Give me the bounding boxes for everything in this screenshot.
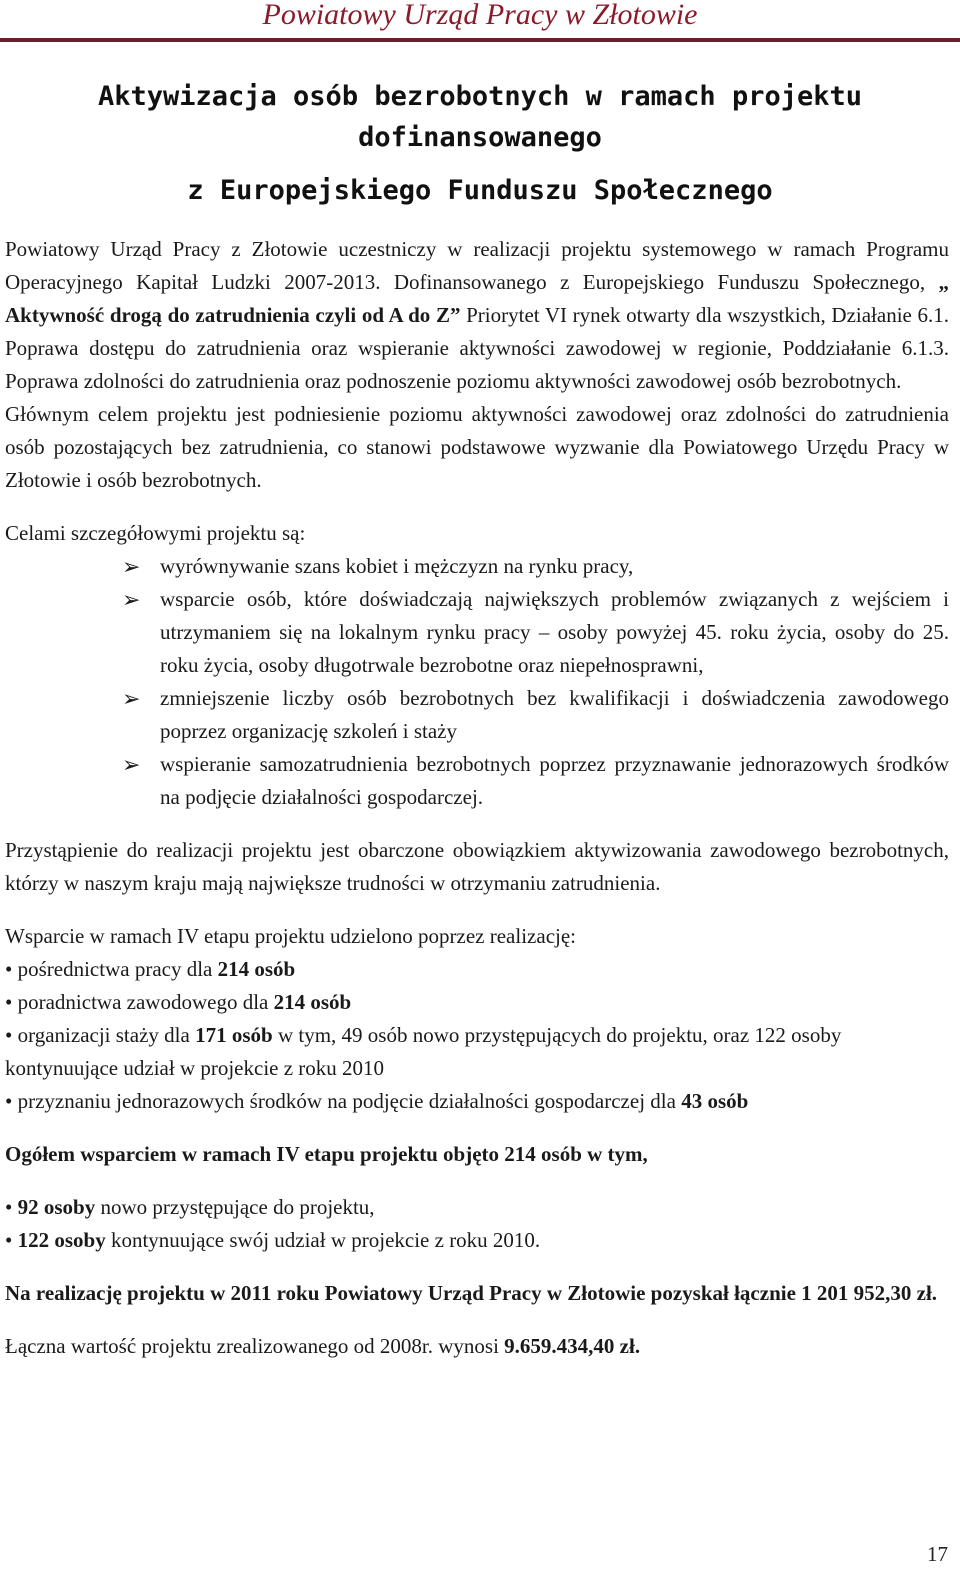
bullet-icon: • xyxy=(5,957,13,981)
spacer xyxy=(5,900,949,920)
intro-text-c: Priorytet VI rynek otwarty dla wszystkich, Działanie 6.1. Poprawa dostępu do zatrudnienia oraz wspieranie aktywności zawodowej w regionie, Poddziałanie 6.1.3. Poprawa zdolności do zatrudnienia oraz podnoszenie poziomu aktywności zawodowej osób bezrobotnych. xyxy=(5,303,949,393)
funding-paragraph xyxy=(5,1277,949,1310)
support-item-text: pośrednictwa pracy dla xyxy=(12,957,218,981)
support-item xyxy=(5,986,949,1019)
intro-text-a: Powiatowy Urząd Pracy z Złotowie uczestniczy w realizacji projektu systemowego w ramach Programu Operacyjnego Kapitał Ludzki 2007-2013. Dofinansowanego z Europejskiego Funduszu Społecznego, xyxy=(5,237,949,294)
total-value-text: Łączna wartość projektu zrealizowanego od 2008r. wynosi xyxy=(5,1334,505,1358)
goal-item xyxy=(5,550,949,583)
goals-heading: Celami szczegółowymi projektu są: xyxy=(5,521,306,545)
support-item-text: przyznaniu jednorazowych środków na podjęcie działalności gospodarczej dla xyxy=(12,1089,682,1113)
goal-item-text: wsparcie osób, które doświadczają największych problemów związanych z wejściem i utrzymaniem się na lokalnym rynku pracy – osoby powyżej 45. roku życia, osoby do 25. roku życia, osoby długotrwale bezrobotne oraz niepełnosprawni, xyxy=(160,587,949,677)
goal-item-text: wspieranie samozatrudnienia bezrobotnych poprzez przyznawanie jednorazowych środków na podjęcie działalności gospodarczej. xyxy=(160,752,949,809)
bullet-icon: • xyxy=(5,1228,13,1252)
arrow-bullet-icon: ➢ xyxy=(122,554,141,579)
title-line-2: dofinansowanego xyxy=(358,122,602,153)
spacer xyxy=(5,497,949,517)
summary-item xyxy=(5,1191,949,1224)
header-title: Powiatowy Urząd Pracy w Złotowie xyxy=(262,0,698,31)
support-item-count: 171 osób xyxy=(195,1023,273,1047)
page-title xyxy=(0,76,960,211)
support-item xyxy=(5,1085,949,1118)
spacer xyxy=(5,1310,949,1330)
goal-item xyxy=(5,748,949,814)
support-item-count: 214 osób xyxy=(273,990,352,1014)
project-name: „ Aktywność drogą do zatrudnienia czyli od A do Z” xyxy=(5,270,949,327)
title-line-1: Aktywizacja osób bezrobotnych w ramach projektu xyxy=(97,81,862,112)
spacer xyxy=(5,1171,949,1191)
support-item-count: 43 osób xyxy=(681,1089,749,1113)
summary-item-count: 92 osoby xyxy=(12,1195,96,1219)
summary-item xyxy=(5,1224,949,1257)
main-goal-paragraph: Głównym celem projektu jest podniesienie poziomu aktywności zawodowej oraz zdolności do zatrudnienia osób pozostających bez zatrudnienia, co stanowi podstawowe wyzwanie dla Powiatowego Urzędu Pracy w Złotowie i osób bezrobotnych. xyxy=(5,402,949,492)
bullet-icon: • xyxy=(5,1195,13,1219)
arrow-bullet-icon: ➢ xyxy=(122,686,141,711)
page-header xyxy=(0,0,960,44)
goal-item-text: zmniejszenie liczby osób bezrobotnych bez kwalifikacji i doświadczenia zawodowego poprzez organizację szkoleń i staży xyxy=(160,686,949,743)
total-value-paragraph xyxy=(5,1330,949,1363)
intro-paragraph xyxy=(5,233,949,398)
spacer xyxy=(5,814,949,834)
document-body xyxy=(5,233,949,1363)
support-item-text: poradnictwa zawodowego dla xyxy=(12,990,274,1014)
bullet-icon: • xyxy=(5,1089,13,1113)
support-item xyxy=(5,953,949,986)
summary-item-text: kontynuujące swój udział w projekcie z roku 2010. xyxy=(105,1228,541,1252)
goal-item-text: wyrównywanie szans kobiet i mężczyzn na rynku pracy, xyxy=(160,554,634,578)
summary-item-text: nowo przystępujące do projektu, xyxy=(95,1195,375,1219)
spacer xyxy=(5,1118,949,1138)
summary-item-count: 122 osoby xyxy=(12,1228,106,1252)
support-item-text: organizacji staży dla xyxy=(12,1023,196,1047)
goal-item xyxy=(5,682,949,748)
spacer xyxy=(5,1257,949,1277)
summary-heading-text: Ogółem wsparciem w ramach IV etapu projektu objęto 214 osób w tym, xyxy=(5,1142,648,1166)
bullet-icon: • xyxy=(5,990,13,1014)
goals-list xyxy=(5,550,949,814)
title-line-3: z Europejskiego Funduszu Społecznego xyxy=(187,175,773,206)
total-value-amount: 9.659.434,40 zł. xyxy=(504,1334,641,1358)
bullet-icon: • xyxy=(5,1023,13,1047)
goal-item xyxy=(5,583,949,682)
arrow-bullet-icon: ➢ xyxy=(122,587,141,612)
funding-text: Na realizację projektu w 2011 roku Powiatowy Urząd Pracy w Złotowie pozyskał łącznie 1 201 952,30 zł. xyxy=(5,1281,938,1305)
obligation-paragraph: Przystąpienie do realizacji projektu jest obarczone obowiązkiem aktywizowania zawodowego bezrobotnych, którzy w naszym kraju mają największe trudności w otrzymaniu zatrudnienia. xyxy=(5,838,949,895)
summary-heading xyxy=(5,1138,949,1171)
support-item-text: w tym, 49 osób nowo przystępujących do projektu, oraz 122 osoby kontynuujące udział w projekcie z roku 2010 xyxy=(5,1023,842,1080)
header-divider xyxy=(0,38,960,42)
support-item-count: 214 osób xyxy=(217,957,296,981)
arrow-bullet-icon: ➢ xyxy=(122,752,141,777)
page-number: 17 xyxy=(927,1542,948,1566)
support-item xyxy=(5,1019,949,1085)
support-heading: Wsparcie w ramach IV etapu projektu udzielono poprzez realizację: xyxy=(5,924,576,948)
